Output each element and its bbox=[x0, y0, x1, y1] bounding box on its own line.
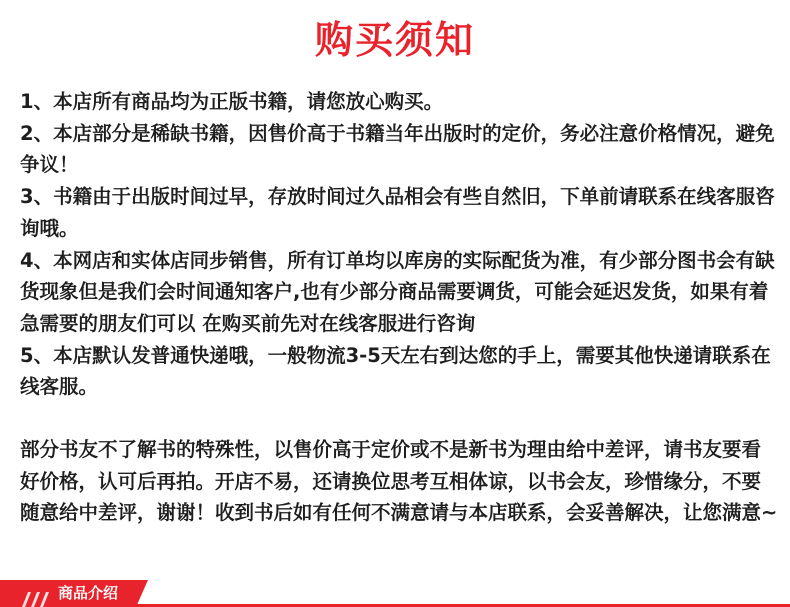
closing-text: 部分书友不了解书的特殊性，以售价高于定价或不是新书为理由给中差评，请书友要看好价格，认可后再拍。开店不易，还请换位思考互相体谅，以书会友，珍惜缘分，不要随意给中差评，谢谢！收到书后如有任何不满意请与本店联系，会妥善解决，让您满意~ bbox=[20, 438, 778, 525]
notice-item-2: 2、本店部分是稀缺书籍，因售价高于书籍当年出版时的定价，务必注意价格情况，避免争议！ bbox=[20, 121, 775, 177]
footer-section-bar bbox=[0, 580, 790, 607]
page-title: 购买须知 bbox=[314, 18, 475, 62]
closing-paragraph bbox=[20, 434, 778, 529]
notice-item-4: 4、本网店和实体店同步销售，所有订单均以库房的实际配货为准，有少部分图书会有缺货现象但是我们会时间通知客户,也有少部分商品需要调货，可能会延迟发货，如果有着急需要的朋友们可以 在购买前先对在线客服进行咨询 bbox=[20, 248, 775, 335]
footer-label: 商品介绍 bbox=[58, 584, 119, 602]
notice-item-5: 5、本店默认发普通快递哦，一般物流3-5天左右到达您的手上，需要其他快递请联系在线客服。 bbox=[20, 343, 771, 399]
notice-item-1: 1、本店所有商品均为正版书籍，请您放心购买。 bbox=[20, 90, 444, 113]
notice-list bbox=[20, 86, 778, 403]
footer-bar-graphic bbox=[0, 580, 790, 607]
notice-item-3: 3、书籍由于出版时间过早，存放时间过久品相会有些自然旧，下单前请联系在线客服咨询哦。 bbox=[20, 185, 775, 240]
